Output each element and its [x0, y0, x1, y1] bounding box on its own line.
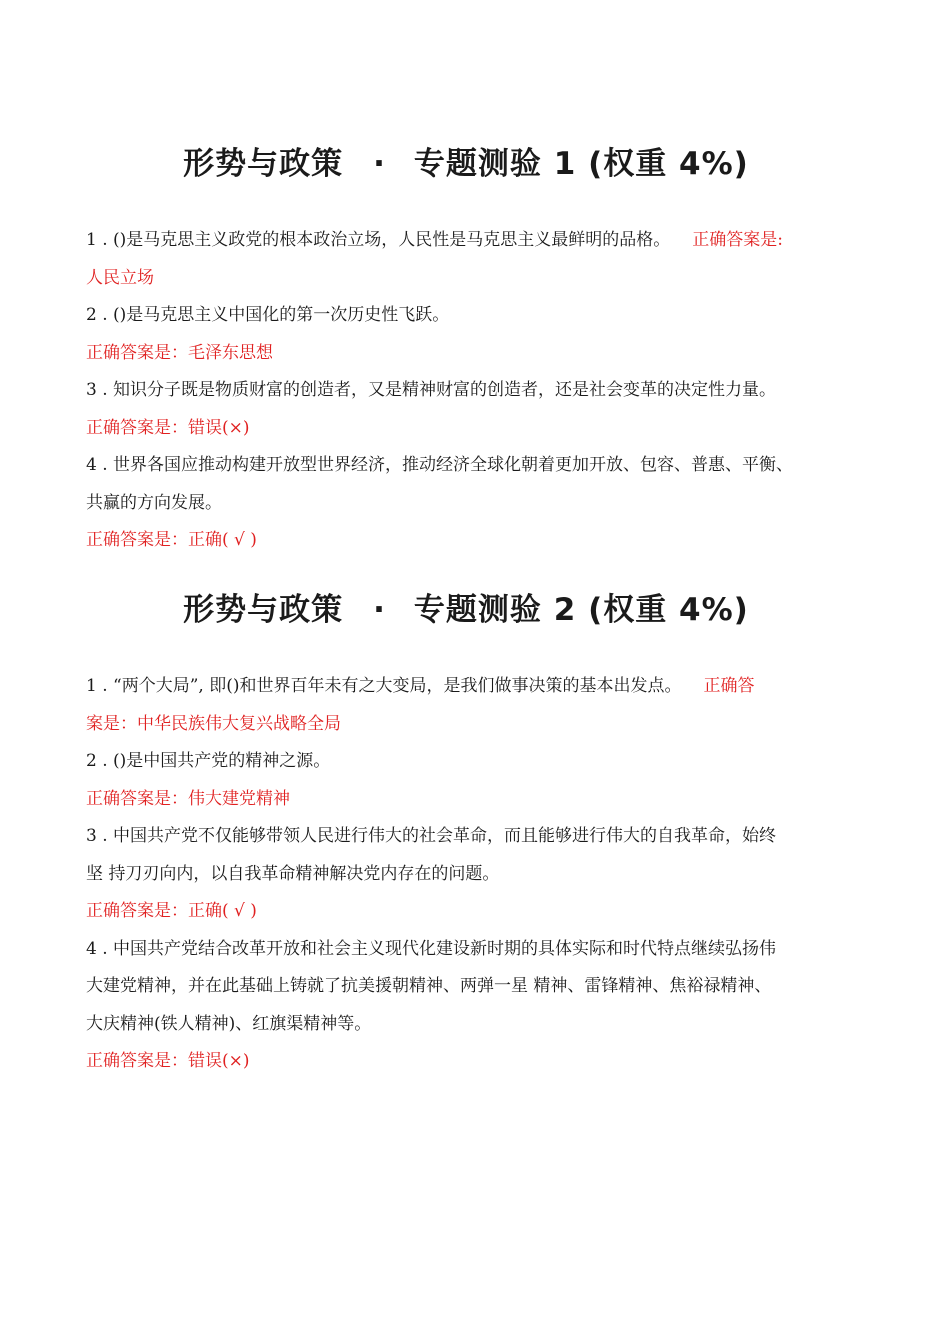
- answer-line: 案是：中华民族伟大复兴战略全局: [86, 713, 341, 734]
- question-4-line-3: 大庆精神(铁人精神)、红旗渠精神等。: [86, 1013, 372, 1034]
- section-1-questions: [86, 222, 793, 560]
- question-text: 1 . “两个大局”, 即()和世界百年未有之大变局，是我们做事决策的基本出发点。: [86, 676, 682, 696]
- title-sub: 专题测验 1 (权重 4%): [413, 146, 749, 182]
- answer-line: 正确答案是：正确( √ ): [86, 901, 257, 921]
- title-dot: ·: [373, 146, 386, 182]
- answer-label: 正确答: [703, 676, 755, 696]
- question-4-line-2: 共赢的方向发展。: [86, 492, 222, 513]
- title-dot: ·: [373, 592, 386, 628]
- title-main: 形势与政策: [183, 592, 344, 628]
- question-3-line: 3 . 知识分子既是物质财富的创造者，又是精神财富的创造者，还是社会变革的决定性力量。: [86, 380, 777, 400]
- answer-label: 正确答案是:: [692, 230, 784, 250]
- answer-line: 正确答案是：错误(×): [86, 1051, 250, 1071]
- question-4-line-2: 大建党精神，并在此基础上铸就了抗美援朝精神、两弹一星 精神、雷锋精神、焦裕禄精神、: [86, 976, 772, 996]
- question-2-line: 2 . ()是中国共产党的精神之源。: [86, 751, 331, 771]
- answer-line: 正确答案是：毛泽东思想: [86, 342, 273, 363]
- answer-line: 正确答案是：伟大建党精神: [86, 788, 290, 809]
- question-1-line: [86, 668, 776, 706]
- section-title-1: [86, 138, 846, 183]
- question-4-line: 4 . 世界各国应推动构建开放型世界经济，推动经济全球化朝着更加开放、包容、普惠、平衡、: [86, 455, 794, 475]
- question-text: 1 . ()是马克思主义政党的根本政治立场，人民性是马克思主义最鲜明的品格。: [86, 230, 671, 250]
- question-4-line: 4 . 中国共产党结合改革开放和社会主义现代化建设新时期的具体实际和时代特点继续弘扬伟: [86, 938, 777, 959]
- title-main: 形势与政策: [183, 146, 344, 182]
- answer-line: 正确答案是：错误(×): [86, 417, 250, 438]
- question-3-line-2: 坚 持刀刃向内，以自我革命精神解决党内存在的问题。: [86, 863, 500, 884]
- answer-line: 正确答案是：正确( √ ): [86, 530, 257, 550]
- question-2-line: 2 . ()是马克思主义中国化的第一次历史性飞跃。: [86, 305, 450, 325]
- question-1-line: [86, 222, 793, 260]
- section-title-2: [86, 584, 846, 629]
- answer-line: 人民立场: [86, 267, 154, 288]
- title-sub: 专题测验 2 (权重 4%): [413, 592, 749, 628]
- question-3-line: 3 . 中国共产党不仅能够带领人民进行伟大的社会革命，而且能够进行伟大的自我革命，始终: [86, 826, 777, 846]
- section-2-questions: [86, 668, 776, 1081]
